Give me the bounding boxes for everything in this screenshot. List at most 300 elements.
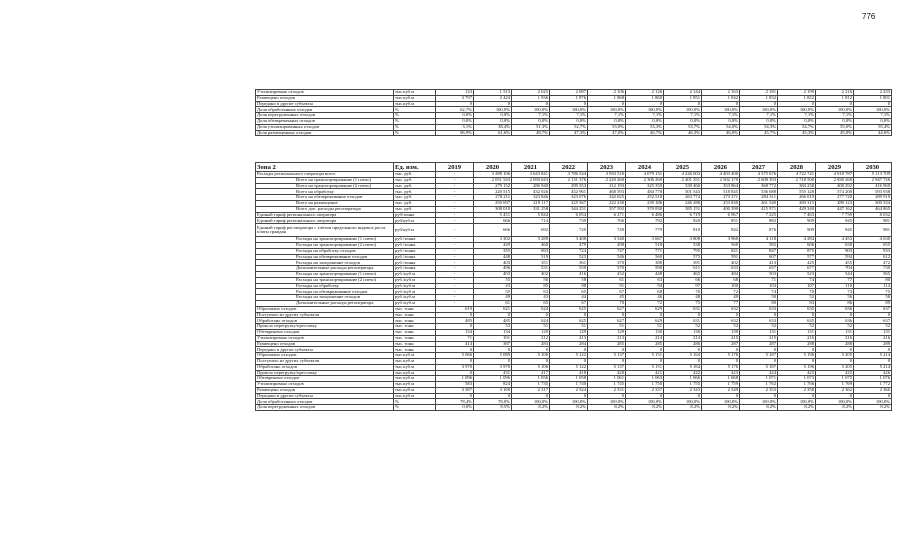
table-cell: 611: [664, 266, 702, 272]
table-cell: 3 540: [588, 237, 626, 243]
table-cell: 1 058: [550, 376, 588, 382]
table-cell: 0,0%: [436, 118, 474, 124]
table-cell: 2 349: [702, 387, 740, 393]
table-cell: 3 288 106: [474, 172, 512, 178]
table-cell: 91: [588, 283, 626, 289]
table-cell: 5 214: [854, 364, 892, 370]
table-cell: 518: [626, 242, 664, 248]
row-label: Передано в другие субъекты: [256, 393, 394, 399]
table-cell: 6 719: [664, 212, 702, 218]
table-cell: 1 801: [854, 95, 892, 101]
table-cell: 286 940: [512, 183, 550, 189]
row-label: Утилизировано отходов: [256, 90, 394, 96]
table-cell: 8,2%: [740, 405, 778, 411]
table-cell: 344 251: [550, 206, 588, 212]
table-cell: 635: [778, 318, 816, 324]
table-cell: -: [436, 271, 474, 277]
table-cell: 425: [778, 260, 816, 266]
row-label: Расходы регионального оператора всего: [256, 172, 394, 178]
table-cell: 945: [816, 218, 854, 224]
row-unit: тыс. тонн: [394, 335, 436, 341]
table-cell: 402: [702, 260, 740, 266]
row-label: Расходы на транспортирование (1 плечо): [256, 271, 394, 277]
table-cell: 0: [740, 358, 778, 364]
table-cell: 70: [778, 289, 816, 295]
table-cell: 129: [550, 329, 588, 335]
table-cell: 8,2%: [778, 405, 816, 411]
table-cell: 2 608 393: [740, 177, 778, 183]
table-cell: 4 630: [854, 237, 892, 243]
row-unit: %: [394, 130, 436, 136]
year-header: 2022: [550, 163, 588, 172]
row-unit: тыс. руб.: [394, 189, 436, 195]
table-cell: 131: [816, 329, 854, 335]
table-cell: 2 366: [854, 387, 892, 393]
table-cell: 570: [588, 266, 626, 272]
table-cell: 582: [740, 242, 778, 248]
table-cell: 391: [664, 260, 702, 266]
table-cell: 284 311: [740, 195, 778, 201]
table-row: [256, 130, 892, 136]
table-cell: 631: [664, 306, 702, 312]
table-cell: 425: [816, 370, 854, 376]
table-cell: 7,1%: [588, 113, 626, 119]
table-cell: 2 424: [474, 95, 512, 101]
table-cell: 61: [588, 277, 626, 283]
table-cell: 484: [702, 271, 740, 277]
table-cell: 875: [778, 248, 816, 254]
table-cell: 239 186: [626, 200, 664, 206]
row-label: Поступило из других субъектов: [256, 312, 394, 318]
table-cell: 0: [436, 312, 474, 318]
table-cell: 129: [588, 329, 626, 335]
row-label: Поступило из других субъектов: [256, 358, 394, 364]
table-cell: 387: [474, 341, 512, 347]
table-cell: 49: [702, 295, 740, 301]
table-cell: 100,0%: [854, 399, 892, 405]
table-cell: 0: [588, 358, 626, 364]
table-cell: -: [436, 266, 474, 272]
table-cell: 4 118: [740, 237, 778, 243]
table-cell: 0: [626, 312, 664, 318]
table-cell: 103: [740, 283, 778, 289]
row-label: Доля обезвреженных отходов: [256, 118, 394, 124]
table-cell: 418: [550, 370, 588, 376]
table-cell: 0: [740, 393, 778, 399]
row-label: Расходы на обработку: [256, 283, 394, 289]
table-cell: 0: [664, 312, 702, 318]
table-cell: 77: [816, 277, 854, 283]
table-cell: 1 096: [436, 376, 474, 382]
table-cell: 7 739: [816, 212, 854, 218]
table-cell: 355: [474, 248, 512, 254]
table-cell: 100,0%: [512, 107, 550, 113]
table-cell: 0: [588, 393, 626, 399]
table-cell: 5 089: [474, 353, 512, 359]
row-unit: руб./куб.м: [394, 277, 436, 283]
table-cell: 70: [588, 300, 626, 306]
table-cell: 704: [816, 266, 854, 272]
table-cell: 0: [550, 347, 588, 353]
table-cell: 981: [854, 218, 892, 224]
table-cell: 77: [702, 300, 740, 306]
table-cell: 2 331: [588, 387, 626, 393]
table-cell: 273 371: [702, 195, 740, 201]
row-unit: тыс.куб.м: [394, 382, 436, 388]
table-cell: 51: [626, 324, 664, 330]
row-unit: тыс. тонн: [394, 341, 436, 347]
row-label: Расходы на обработку отходов: [256, 248, 394, 254]
table-cell: 222 230: [588, 200, 626, 206]
table-cell: 4 918 787: [816, 172, 854, 178]
table-row: [256, 177, 892, 183]
table-cell: 909: [778, 224, 816, 237]
row-unit: руб./куб.м: [394, 295, 436, 301]
table-cell: 624: [512, 318, 550, 324]
table-cell: 100,0%: [816, 107, 854, 113]
row-unit: %: [394, 113, 436, 119]
table-row: [256, 405, 892, 411]
row-label: Прошло перегрузку/прессовку: [256, 370, 394, 376]
table-cell: 48: [664, 295, 702, 301]
table-cell: 933: [854, 248, 892, 254]
table-cell: 8,2%: [702, 405, 740, 411]
table-cell: 0: [778, 347, 816, 353]
table-cell: 2 324: [550, 387, 588, 393]
table-cell: 0: [816, 393, 854, 399]
table-cell: 0: [588, 101, 626, 107]
table-cell: 2 337: [626, 387, 664, 393]
table-cell: 795: [664, 248, 702, 254]
table-cell: 100,0%: [854, 107, 892, 113]
table-cell: 52: [816, 324, 854, 330]
table-cell: 49: [474, 295, 512, 301]
year-header: 2025: [664, 163, 702, 172]
row-unit: тыс. руб.: [394, 177, 436, 183]
table-cell: 46,0%: [702, 130, 740, 136]
row-unit: тыс. тонн: [394, 312, 436, 318]
table-cell: 51: [512, 324, 550, 330]
row-unit: тыс. руб.: [394, 183, 436, 189]
table-cell: -: [436, 260, 474, 266]
table-cell: 3 667: [626, 237, 664, 243]
table-cell: 655: [854, 242, 892, 248]
table-cell: 45,7%: [740, 130, 778, 136]
table-cell: 72: [626, 300, 664, 306]
row-unit: руб./тонна: [394, 237, 436, 243]
row-unit: руб./тонна: [394, 266, 436, 272]
table-cell: 100,0%: [702, 107, 740, 113]
table-cell: 0: [436, 324, 474, 330]
table-cell: 5 205: [816, 353, 854, 359]
table-cell: 2 343: [664, 387, 702, 393]
table-cell: 3 302: [474, 237, 512, 243]
table-cell: 2 401 351: [664, 177, 702, 183]
table-cell: 8,2%: [816, 405, 854, 411]
table-cell: -: [436, 218, 474, 224]
table-cell: 5 176: [702, 353, 740, 359]
table-cell: 78,0%: [474, 399, 512, 405]
table-cell: 246 288: [664, 200, 702, 206]
table-cell: 903: [816, 248, 854, 254]
table-cell: 0: [550, 101, 588, 107]
table-cell: 3 643 841: [512, 172, 550, 178]
table-cell: 46,3%: [664, 130, 702, 136]
table-cell: 339 460: [664, 183, 702, 189]
table-cell: 86: [816, 300, 854, 306]
table-cell: 544: [816, 271, 854, 277]
table-cell: 496: [474, 266, 512, 272]
table-cell: 749: [588, 224, 626, 237]
zone-table: [255, 162, 892, 411]
table-cell: 5 844: [512, 212, 550, 218]
table-cell: 5 187: [740, 353, 778, 359]
table-cell: 577: [778, 254, 816, 260]
table-cell: 1 812: [816, 95, 854, 101]
table-cell: 299 353: [550, 183, 588, 189]
table-cell: 0: [854, 101, 892, 107]
table-cell: 5 196: [778, 353, 816, 359]
table-cell: 261 540: [740, 200, 778, 206]
table-cell: 46: [626, 295, 664, 301]
table-cell: 523: [550, 254, 588, 260]
table-cell: 5 137: [588, 364, 626, 370]
table-cell: 216: [854, 335, 892, 341]
row-unit: тыс. тонн: [394, 324, 436, 330]
row-label: Расходы на захоронение отходов: [256, 295, 394, 301]
table-cell: 78,4%: [436, 399, 474, 405]
table-cell: 66: [664, 277, 702, 283]
table-cell: 289 919: [854, 195, 892, 201]
table-cell: 45: [588, 295, 626, 301]
table-cell: 0,0%: [512, 118, 550, 124]
table-cell: 220 515: [474, 189, 512, 195]
table-cell: 100,0%: [588, 399, 626, 405]
row-unit: %: [394, 107, 436, 113]
table-cell: 2 830 268: [816, 177, 854, 183]
table-cell: 421: [626, 370, 664, 376]
table-cell: 574 200: [816, 189, 854, 195]
table-cell: 55,0%: [816, 124, 854, 130]
table-cell: 71: [740, 277, 778, 283]
table-cell: 100,0%: [740, 399, 778, 405]
table-cell: 730: [854, 266, 892, 272]
table-cell: 546: [588, 254, 626, 260]
row-unit: тыс.куб.м: [394, 364, 436, 370]
table-cell: 1 735: [512, 382, 550, 388]
table-cell: 2 306 260: [626, 177, 664, 183]
table-cell: 0: [512, 101, 550, 107]
table-row: [256, 224, 892, 237]
table-cell: 353 864: [702, 183, 740, 189]
table-cell: 465: [664, 271, 702, 277]
table-cell: 485: [436, 318, 474, 324]
table-cell: 416 969: [854, 183, 892, 189]
table-cell: 361: [550, 260, 588, 266]
table-cell: 216: [778, 335, 816, 341]
table-cell: 8,2%: [626, 405, 664, 411]
table-cell: 100,0%: [702, 399, 740, 405]
table-cell: 720: [550, 224, 588, 237]
table-cell: 253 840: [702, 200, 740, 206]
table-cell: 1 762: [740, 382, 778, 388]
table-cell: -: [436, 283, 474, 289]
table-cell: 0,0%: [702, 118, 740, 124]
table-cell: 633: [702, 266, 740, 272]
table-cell: 52,7%: [550, 124, 588, 130]
table-cell: 1 755: [664, 382, 702, 388]
table-cell: 88: [550, 283, 588, 289]
table-cell: 5 106: [512, 364, 550, 370]
table-cell: 0: [816, 347, 854, 353]
row-label: Доля размещенных отходов: [256, 130, 394, 136]
table-cell: 43: [474, 283, 512, 289]
table-cell: 416: [550, 271, 588, 277]
table-cell: 455: [816, 260, 854, 266]
table-cell: 8,2%: [588, 405, 626, 411]
table-cell: 215: [702, 335, 740, 341]
table-cell: 38,4%: [474, 124, 512, 130]
table-cell: 413: [740, 260, 778, 266]
table-cell: 0,0%: [778, 118, 816, 124]
table-cell: 351: [512, 260, 550, 266]
table-cell: 594: [816, 254, 854, 260]
table-cell: 214: [664, 335, 702, 341]
row-unit: руб./тонна: [394, 260, 436, 266]
table-cell: 0: [854, 347, 892, 353]
table-cell: 842: [702, 224, 740, 237]
year-header: 2021: [512, 163, 550, 172]
table-cell: 606: [778, 242, 816, 248]
table-cell: 384 238: [778, 183, 816, 189]
table-cell: 583: [436, 382, 474, 388]
table-cell: 632: [702, 318, 740, 324]
table-cell: 100,0%: [740, 107, 778, 113]
table-cell: 0: [740, 312, 778, 318]
table-cell: 0,0%: [740, 118, 778, 124]
table-cell: 5 164: [664, 364, 702, 370]
table-cell: 1 851: [664, 95, 702, 101]
table-cell: 0: [816, 358, 854, 364]
table-cell: 1 063: [626, 376, 664, 382]
row-unit: руб./куб.м: [394, 271, 436, 277]
table-cell: 52: [740, 324, 778, 330]
table-cell: 1 076: [854, 376, 892, 382]
table-cell: 536 688: [740, 189, 778, 195]
table-cell: 0: [436, 101, 474, 107]
table-cell: 53: [474, 324, 512, 330]
table-cell: 5 106: [512, 353, 550, 359]
table-cell: 624: [512, 306, 550, 312]
table-cell: 0: [778, 101, 816, 107]
table-cell: 415 971: [740, 206, 778, 212]
table-cell: 560: [702, 242, 740, 248]
table-cell: 485: [474, 318, 512, 324]
table-cell: 5 122: [550, 353, 588, 359]
table-cell: 89: [854, 300, 892, 306]
table-cell: 110: [816, 283, 854, 289]
table-cell: -: [436, 189, 474, 195]
table-cell: 380: [626, 260, 664, 266]
table-cell: 72: [702, 289, 740, 295]
table-cell: 692: [512, 224, 550, 237]
table-cell: 2 126: [626, 90, 664, 96]
table-cell: 820: [664, 218, 702, 224]
table-cell: 46,7%: [626, 130, 664, 136]
table-cell: 5 151: [626, 353, 664, 359]
table-cell: 3,1%: [436, 124, 474, 130]
table-cell: 100,0%: [588, 107, 626, 113]
table-cell: 429 340: [778, 206, 816, 212]
row-label: Единый тариф регионального оператора: [256, 212, 394, 218]
table-cell: 8,2%: [512, 405, 550, 411]
table-cell: 100,0%: [626, 399, 664, 405]
table-cell: 0: [626, 393, 664, 399]
row-label: Всего на обезвреживание отходов: [256, 195, 394, 201]
table-cell: 134: [436, 329, 474, 335]
table-cell: 123: [436, 90, 474, 96]
table-cell: 308 010: [474, 206, 512, 212]
table-cell: 0,0%: [474, 113, 512, 119]
table-cell: 68: [702, 277, 740, 283]
table-cell: 0,0%: [816, 118, 854, 124]
table-cell: 74: [778, 277, 816, 283]
table-cell: 8,2%: [664, 405, 702, 411]
table-cell: 279 152: [474, 183, 512, 189]
table-cell: 6 054: [550, 212, 588, 218]
table-cell: 278 211: [474, 195, 512, 201]
table-cell: 627: [588, 306, 626, 312]
row-unit: тыс.куб.м: [394, 376, 436, 382]
table-cell: 1 868: [588, 95, 626, 101]
table-cell: 97: [664, 283, 702, 289]
table-cell: -: [436, 206, 474, 212]
table-cell: 100: [702, 283, 740, 289]
table-cell: 52: [778, 295, 816, 301]
table-cell: 0: [626, 358, 664, 364]
table-cell: 2 025: [512, 90, 550, 96]
table-cell: 285: [588, 341, 626, 347]
table-cell: 633: [740, 306, 778, 312]
row-label: Передано в другие субъекты: [256, 101, 394, 107]
row-unit: тыс.куб.м: [394, 101, 436, 107]
table-cell: 666: [474, 218, 512, 224]
table-cell: 464 865: [854, 206, 892, 212]
table-cell: 70: [664, 289, 702, 295]
summary-table: [255, 89, 892, 136]
table-cell: 824: [474, 382, 512, 388]
table-cell: 0: [816, 312, 854, 318]
table-cell: 3 387: [436, 387, 474, 393]
table-cell: 0: [664, 393, 702, 399]
table-cell: 52: [854, 324, 892, 330]
table-cell: 657: [740, 266, 778, 272]
table-cell: 114: [854, 283, 892, 289]
table-cell: 0: [512, 312, 550, 318]
table-cell: 0: [854, 393, 892, 399]
table-cell: 52: [778, 324, 816, 330]
table-cell: 0,0%: [436, 405, 474, 411]
table-cell: 130: [626, 329, 664, 335]
table-cell: 1 056: [512, 376, 550, 382]
table-cell: 503: [740, 271, 778, 277]
table-cell: 981: [854, 224, 892, 237]
table-cell: 67: [550, 300, 588, 306]
table-cell: 130: [702, 329, 740, 335]
table-cell: 53,7%: [664, 124, 702, 130]
zone-table-header-row: [256, 163, 892, 172]
table-cell: 96,9%: [436, 130, 474, 136]
